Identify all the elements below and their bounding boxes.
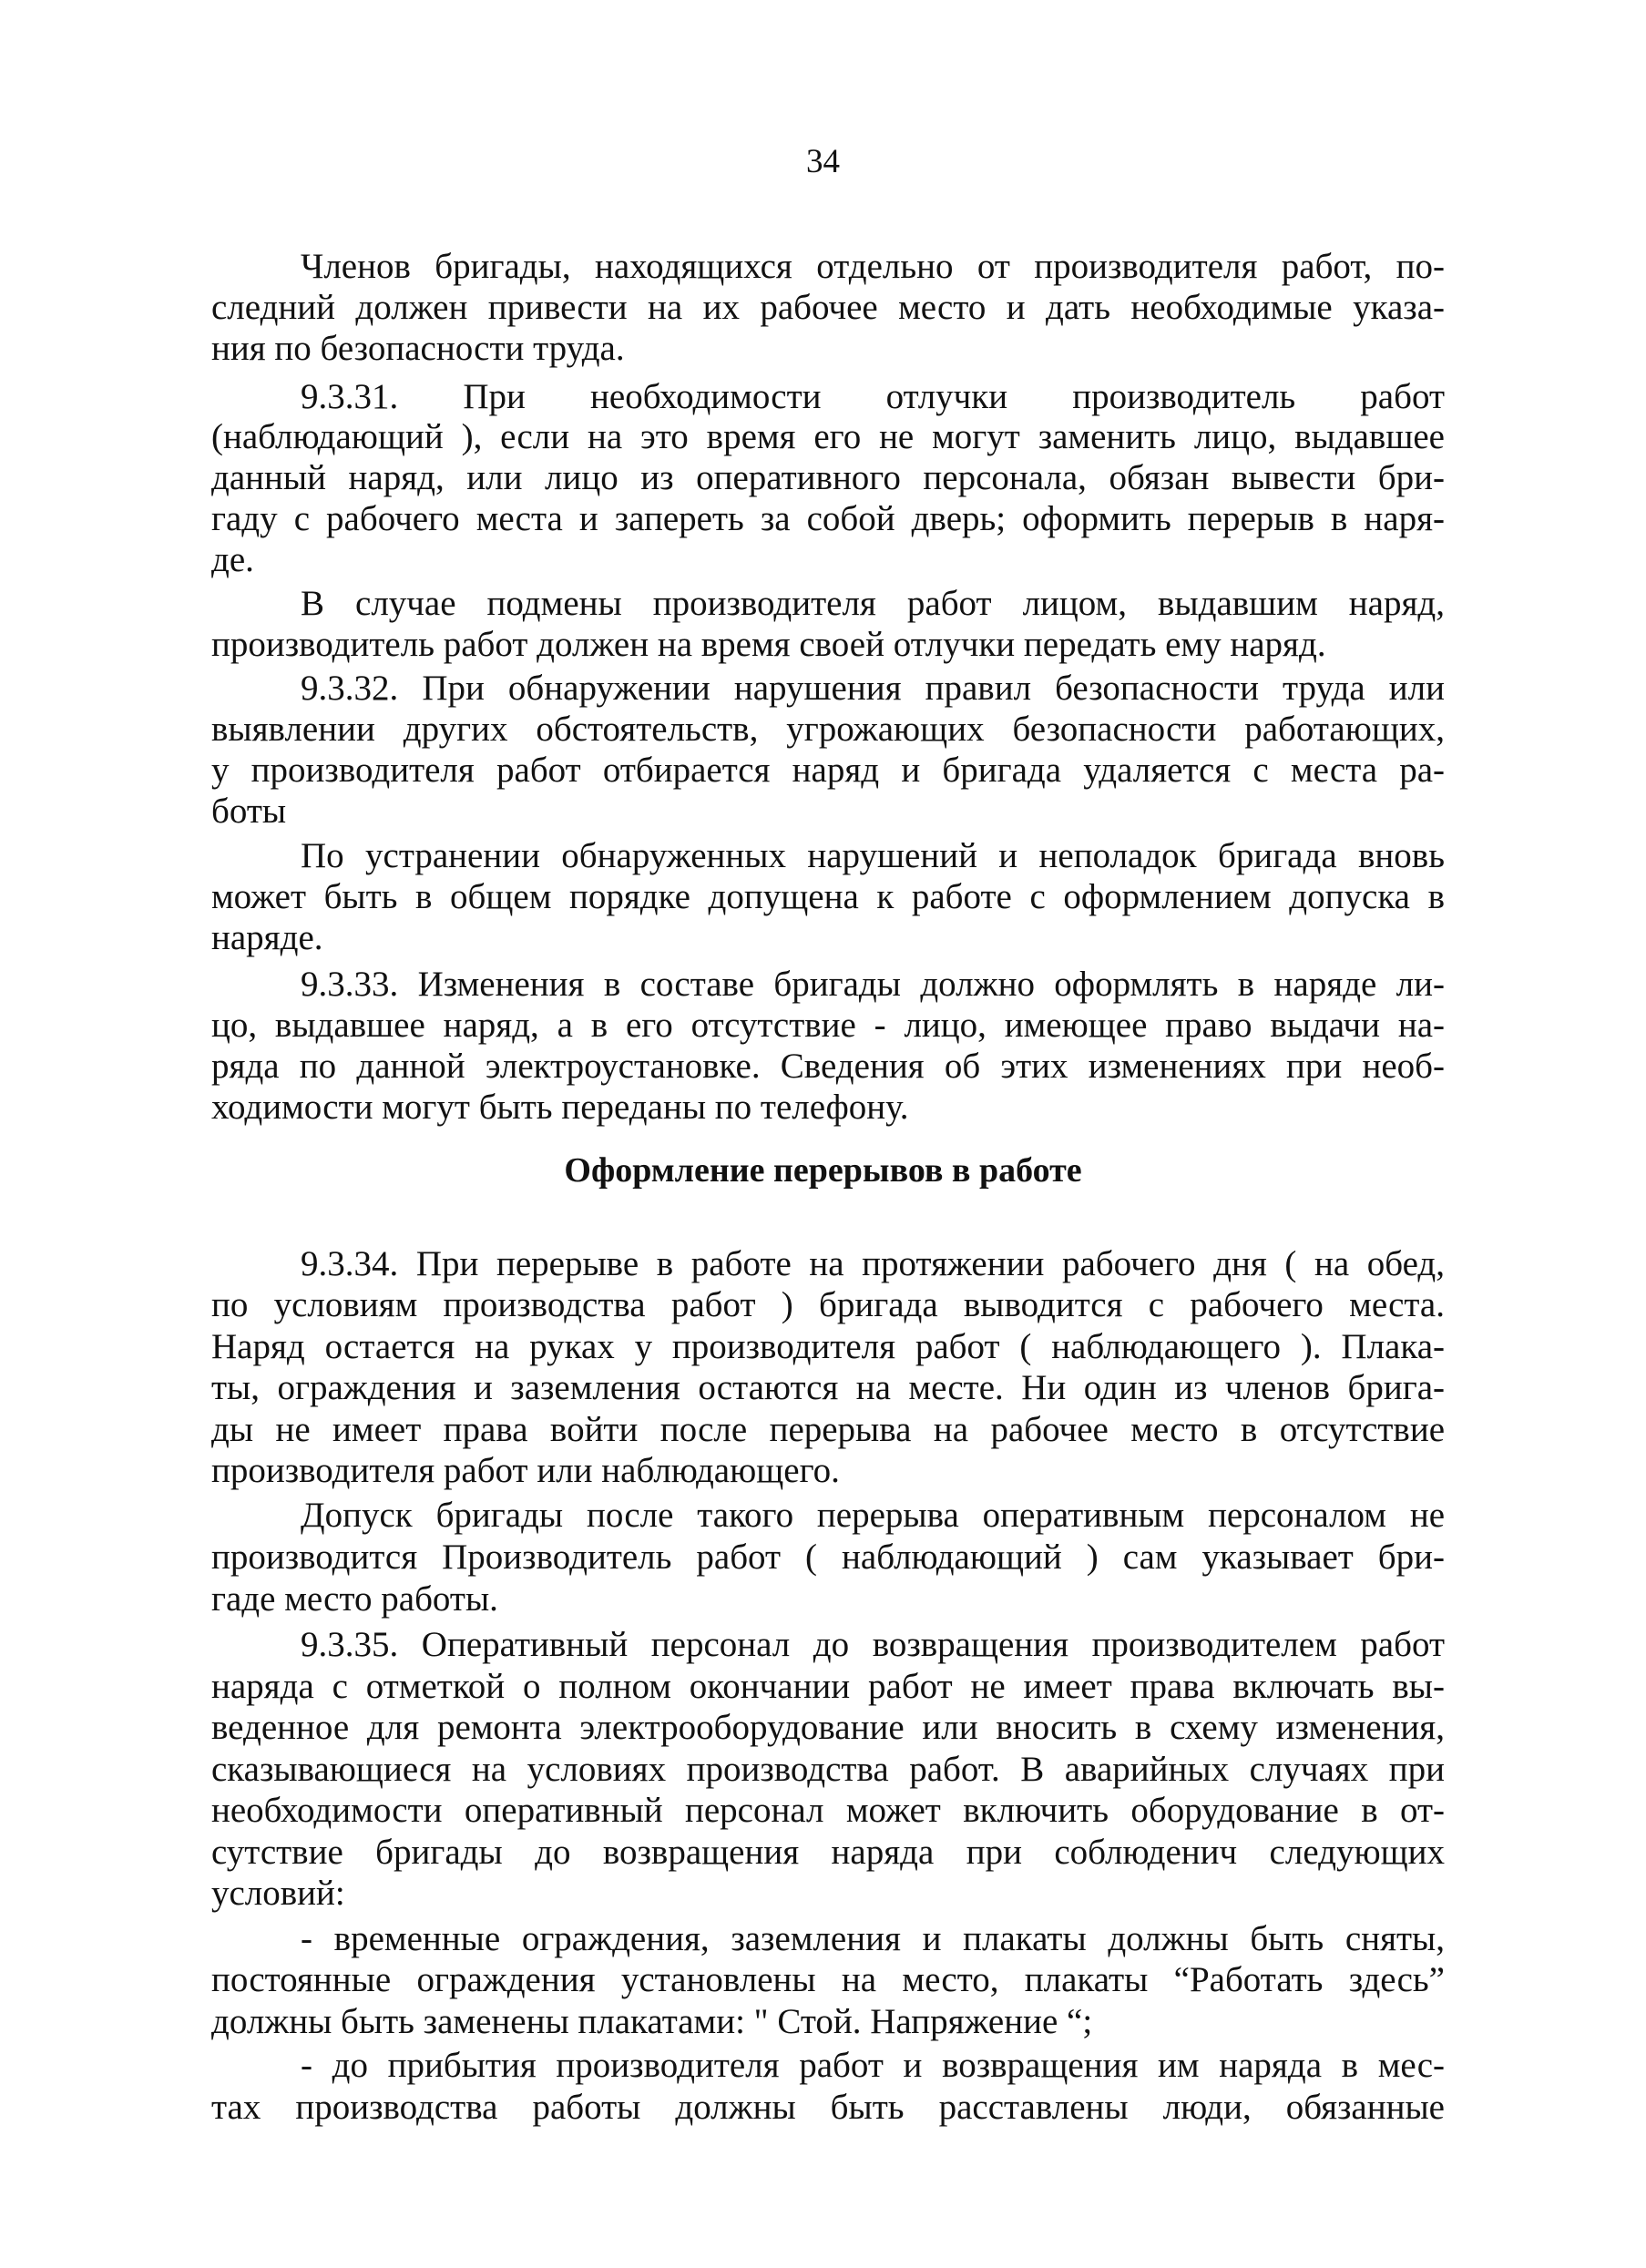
text-line: Наряд остается на руках у производителя работ ( наблюдающего ). Плака- (211, 1327, 1445, 1366)
text-line: 9.3.31. При необходимости отлучки производитель работ (301, 377, 1445, 416)
text-line: - временные ограждения, заземления и плакаты должны быть сняты, (301, 1919, 1445, 1958)
text-line: гаду с рабочего места и запереть за собой дверь; оформить перерыв в наря- (211, 499, 1445, 538)
text-line: сказывающиеся на условиях производства работ. В аварийных случаях при (211, 1750, 1445, 1789)
text-line: тах производства работы должны быть расставлены люди, обязанные (211, 2088, 1445, 2127)
text-line: у производителя работ отбирается наряд и бригада удаляется с места ра- (211, 751, 1445, 790)
text-line: наряде. (211, 918, 323, 957)
text-line: выявлении других обстоятельств, угрожающих безопасности работающих, (211, 710, 1445, 749)
text-line: ния по безопасности труда. (211, 329, 625, 368)
text-line: Членов бригады, находящихся отдельно от производителя работ, по- (301, 247, 1445, 286)
page-number: 34 (806, 143, 840, 180)
text-line: сутствие бригады до возвращения наряда при соблюденич следующих (211, 1833, 1445, 1872)
text-line: производится Производитель работ ( наблюдающий ) сам указывает бри- (211, 1538, 1445, 1577)
text-line: Допуск бригады после такого перерыва оперативным персоналом не (301, 1496, 1445, 1535)
text-line: В случае подмены производителя работ лицом, выдавшим наряд, (301, 584, 1445, 623)
text-line: 9.3.34. При перерыве в работе на протяжении рабочего дня ( на обед, (301, 1244, 1445, 1283)
text-line: данный наряд, или лицо из оперативного персонала, обязан вывести бри- (211, 458, 1445, 497)
text-line: постоянные ограждения установлены на место, плакаты “Работать здесь” (211, 1960, 1445, 1999)
text-line: наряда с отметкой о полном окончании работ не имеет права включать вы- (211, 1667, 1445, 1706)
text-line: 9.3.33. Изменения в составе бригады должно оформлять в наряде ли- (301, 965, 1445, 1004)
section-heading: Оформление перерывов в работе (564, 1151, 1082, 1190)
text-line: гаде место работы. (211, 1579, 498, 1619)
text-line: По устранении обнаруженных нарушений и неполадок бригада вновь (301, 836, 1445, 875)
text-line: производитель работ должен на время своей отлучки передать ему наряд. (211, 625, 1326, 664)
text-line: боты (211, 792, 287, 831)
text-line: должны быть заменены плакатами: " Стой. Напряжение “; (211, 2002, 1093, 2041)
text-line: ты, ограждения и заземления остаются на месте. Ни один из членов брига- (211, 1368, 1445, 1407)
text-line: условий: (211, 1874, 345, 1913)
text-line: 9.3.32. При обнаружении нарушения правил безопасности труда или (301, 669, 1445, 708)
text-line: веденное для ремонта электрооборудование или вносить в схему изменения, (211, 1708, 1445, 1747)
text-line: следний должен привести на их рабочее место и дать необходимые указа- (211, 288, 1445, 327)
text-line: ды не имеет права войти после перерыва на рабочее место в отсутствие (211, 1410, 1445, 1449)
text-line: ходимости могут быть переданы по телефону. (211, 1088, 909, 1127)
text-line: производителя работ или наблюдающего. (211, 1451, 840, 1490)
text-line: - до прибытия производителя работ и возвращения им наряда в мес- (301, 2046, 1445, 2085)
text-line: может быть в общем порядке допущена к работе с оформлением допуска в (211, 877, 1445, 916)
text-line: цо, выдавшее наряд, а в его отсутствие - лицо, имеющее право выдачи на- (211, 1006, 1445, 1045)
text-line: 9.3.35. Оперативный персонал до возвращения производителем работ (301, 1625, 1445, 1664)
text-line: де. (211, 540, 254, 579)
text-line: по условиям производства работ ) бригада выводится с рабочего места. (211, 1285, 1445, 1324)
text-line: ряда по данной электроустановке. Сведения об этих изменениях при необ- (211, 1047, 1445, 1086)
text-line: необходимости оперативный персонал может включить оборудование в от- (211, 1791, 1445, 1830)
text-line: (наблюдающий ), если на это время его не могут заменить лицо, выдавшее (211, 417, 1445, 456)
